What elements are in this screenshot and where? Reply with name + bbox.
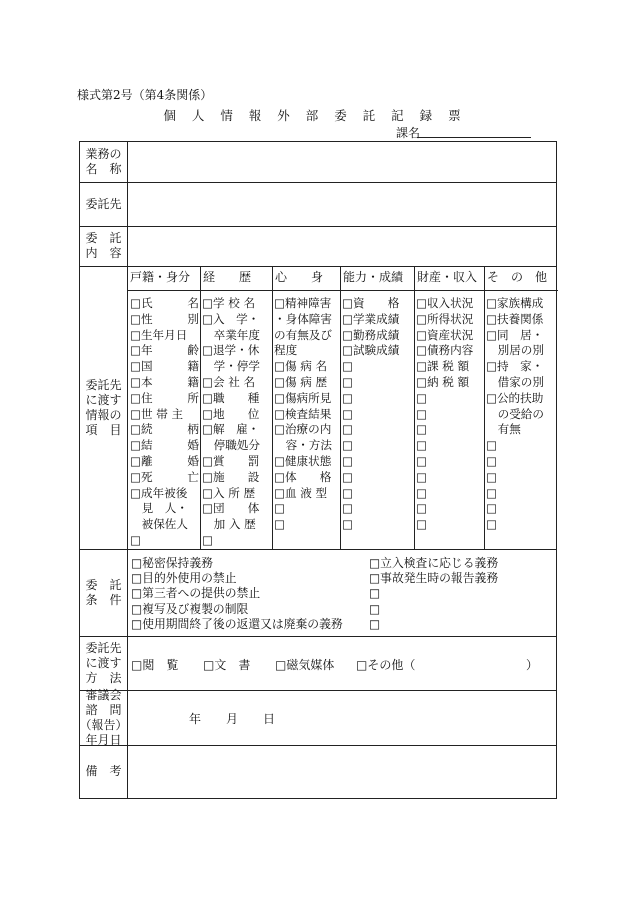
- info-item[interactable]: □本 籍: [130, 374, 199, 389]
- info-item: 卒業年度: [202, 327, 260, 342]
- info-item[interactable]: □: [130, 532, 141, 547]
- remarks-field[interactable]: [128, 746, 558, 798]
- info-item[interactable]: □債務内容: [416, 343, 474, 358]
- info-item[interactable]: □同 居・: [486, 327, 544, 342]
- info-item[interactable]: □: [486, 501, 497, 516]
- info-item[interactable]: □: [342, 359, 353, 374]
- info-items-label: 委託先 に渡す 情報の 項 目: [85, 377, 122, 437]
- info-item[interactable]: □治療の内: [274, 422, 332, 437]
- contract-content-field[interactable]: [128, 227, 558, 266]
- date-year-label: 年: [189, 712, 202, 726]
- info-item[interactable]: □: [274, 501, 285, 516]
- info-item[interactable]: □: [416, 469, 427, 484]
- info-item: の有無及び: [274, 327, 332, 342]
- column-header-health: 心 身: [275, 270, 324, 284]
- info-item: 容・方法: [274, 438, 332, 453]
- info-item[interactable]: □離 婚: [130, 453, 199, 468]
- ability-items-list: [342, 296, 399, 533]
- info-item[interactable]: □団 体: [202, 501, 260, 516]
- column-header-family: 戸籍・身分: [130, 270, 191, 284]
- info-item[interactable]: □退学・休: [202, 343, 260, 358]
- info-item[interactable]: □扶養関係: [486, 311, 544, 326]
- info-item[interactable]: □施 設: [202, 469, 260, 484]
- info-item[interactable]: □氏 名: [130, 296, 199, 310]
- info-item[interactable]: □健康状態: [274, 453, 332, 468]
- info-item[interactable]: □続 柄: [130, 422, 199, 437]
- info-item[interactable]: □: [342, 469, 353, 484]
- condition-item[interactable]: □複写及び複製の制限: [131, 601, 249, 616]
- row-divider: [80, 636, 556, 637]
- info-item[interactable]: □血 液 型: [274, 485, 328, 500]
- assets-items-list: [416, 296, 473, 533]
- row-divider: [80, 690, 556, 691]
- info-item[interactable]: □賞 罰: [202, 453, 260, 468]
- condition-item[interactable]: □使用期間終了後の返還又は廃棄の義務: [131, 616, 343, 631]
- contractor-field[interactable]: [128, 183, 558, 226]
- info-item[interactable]: □傷病所見: [274, 390, 332, 405]
- info-item[interactable]: □: [416, 501, 427, 516]
- condition-item[interactable]: □: [369, 616, 381, 631]
- info-item: 別居の別: [486, 343, 544, 358]
- info-item[interactable]: □: [342, 485, 353, 500]
- info-item[interactable]: □傷 病 歴: [274, 374, 328, 389]
- info-item[interactable]: □: [486, 485, 497, 500]
- method-view-checkbox[interactable]: □閲 覧: [131, 658, 179, 672]
- info-item[interactable]: □地 位: [202, 406, 260, 421]
- info-item[interactable]: □傷 病 名: [274, 359, 328, 374]
- date-day-label: 日: [263, 712, 276, 726]
- health-items-list: [274, 296, 332, 533]
- info-item: の受給の: [486, 406, 544, 421]
- info-item[interactable]: □資 格: [342, 296, 400, 310]
- info-item[interactable]: □収入状況: [416, 296, 474, 310]
- info-item[interactable]: □解 雇・: [202, 422, 260, 437]
- info-item[interactable]: □結 婚: [130, 438, 199, 453]
- info-item: 程度: [274, 343, 298, 358]
- contract-content-label: 委 託 内 容: [85, 231, 122, 260]
- info-item[interactable]: □: [342, 501, 353, 516]
- info-item[interactable]: □: [274, 517, 285, 532]
- info-item[interactable]: □: [342, 453, 353, 468]
- info-item: 見 人・: [130, 501, 188, 516]
- info-item[interactable]: □試験成績: [342, 343, 400, 358]
- method-other-close-paren: ）: [526, 658, 539, 672]
- info-item[interactable]: □課 税 額: [416, 359, 470, 374]
- condition-item[interactable]: □事故発生時の報告義務: [369, 571, 499, 586]
- council-date-label: 審議会 諮 問 （報告） 年月日: [79, 687, 128, 747]
- info-item[interactable]: □検査結果: [274, 406, 332, 421]
- method-magnetic-media-checkbox[interactable]: □磁気媒体: [275, 658, 335, 672]
- info-item[interactable]: □入 学・: [202, 311, 260, 326]
- date-month-label: 月: [226, 712, 239, 726]
- info-item: 停職処分: [202, 438, 260, 453]
- method-document-checkbox[interactable]: □文 書: [203, 658, 251, 672]
- info-item[interactable]: □体 格: [274, 469, 332, 484]
- column-divider: [340, 266, 341, 549]
- info-item[interactable]: □: [416, 485, 427, 500]
- info-item[interactable]: □公的扶助: [486, 390, 544, 405]
- info-item[interactable]: □学業成績: [342, 311, 400, 326]
- info-item[interactable]: □: [202, 532, 213, 547]
- record-table: [79, 141, 557, 799]
- column-header-assets: 財産・収入: [417, 270, 478, 284]
- info-item[interactable]: □所得状況: [416, 311, 474, 326]
- career-items-list: [202, 296, 260, 549]
- business-name-label: 業務の 名 称: [85, 147, 122, 176]
- contractor-label: 委託先: [85, 196, 122, 211]
- info-item[interactable]: □入 所 歴: [202, 485, 256, 500]
- department-name-label: 課名: [396, 126, 421, 140]
- info-item: ・身体障害: [274, 311, 332, 326]
- info-item: 被保佐人: [130, 517, 188, 532]
- info-item[interactable]: □家族構成: [486, 296, 544, 310]
- info-item[interactable]: □性 別: [130, 311, 199, 326]
- conditions-left-list: [131, 556, 343, 632]
- contract-conditions-label: 委 託 条 件: [85, 577, 122, 607]
- info-item: 学・停学: [202, 359, 260, 374]
- form-number: 様式第2号（第4条関係）: [77, 88, 213, 102]
- info-item[interactable]: □: [486, 517, 497, 532]
- condition-item[interactable]: □第三者への提供の禁止: [131, 586, 261, 601]
- info-item[interactable]: □生年月日: [130, 327, 188, 342]
- info-item: 加 入 歴: [202, 517, 256, 532]
- info-item[interactable]: □: [486, 469, 497, 484]
- column-divider: [272, 266, 273, 549]
- info-item: 有無: [486, 422, 521, 437]
- column-header-career: 経 歴: [203, 270, 252, 284]
- info-item[interactable]: □: [342, 438, 353, 453]
- info-item[interactable]: □勤務成績: [342, 327, 400, 342]
- info-item[interactable]: □持 家・: [486, 359, 544, 374]
- info-item[interactable]: □: [416, 438, 427, 453]
- remarks-label: 備 考: [85, 764, 122, 778]
- info-item[interactable]: □国 籍: [130, 359, 199, 374]
- info-item[interactable]: □会 社 名: [202, 374, 256, 389]
- method-other-checkbox[interactable]: □その他（: [356, 658, 416, 672]
- column-divider: [414, 266, 415, 549]
- info-item[interactable]: □資産状況: [416, 327, 474, 342]
- info-item[interactable]: □成年被後: [130, 485, 188, 500]
- column-divider: [484, 266, 485, 549]
- column-header-divider: [127, 290, 558, 291]
- info-item[interactable]: □納 税 額: [416, 374, 470, 389]
- condition-item[interactable]: □立入検査に応じる義務: [369, 556, 499, 570]
- info-item[interactable]: □: [342, 422, 353, 437]
- info-item[interactable]: □: [486, 438, 497, 453]
- info-item[interactable]: □: [416, 422, 427, 437]
- condition-item[interactable]: □: [369, 586, 381, 601]
- column-header-other: そ の 他: [487, 270, 548, 284]
- info-item[interactable]: □死 亡: [130, 469, 199, 484]
- family-items-list: [130, 296, 199, 549]
- condition-item[interactable]: □目的外使用の禁止: [131, 571, 237, 586]
- document-title: 個 人 情 報 外 部 委 託 記 録 票: [163, 108, 467, 123]
- info-item[interactable]: □精神障害: [274, 296, 332, 310]
- info-item[interactable]: □: [486, 453, 497, 468]
- info-item[interactable]: □住 所: [130, 390, 199, 405]
- row-divider: [80, 549, 556, 550]
- other-items-list: [486, 296, 544, 533]
- delivery-method-label: 委託先 に渡す 方 法: [85, 640, 122, 685]
- column-divider: [200, 266, 201, 549]
- conditions-right-list: [369, 556, 498, 632]
- info-item[interactable]: □世 帯 主: [130, 406, 184, 421]
- info-item[interactable]: □: [416, 453, 427, 468]
- department-name-field[interactable]: [417, 137, 531, 138]
- info-item[interactable]: □: [342, 406, 353, 421]
- info-item[interactable]: □: [342, 517, 353, 532]
- condition-item[interactable]: □秘密保持義務: [131, 556, 213, 570]
- info-item[interactable]: □職 種: [202, 390, 260, 405]
- column-header-ability: 能力・成績: [343, 270, 404, 284]
- info-item[interactable]: □年 齢: [130, 343, 199, 358]
- info-item[interactable]: □: [416, 390, 427, 405]
- info-item[interactable]: □: [342, 390, 353, 405]
- business-name-field[interactable]: [128, 142, 558, 182]
- info-item[interactable]: □: [416, 517, 427, 532]
- info-item[interactable]: □: [416, 406, 427, 421]
- info-item: 借家の別: [486, 374, 544, 389]
- info-item[interactable]: □: [342, 374, 353, 389]
- info-item[interactable]: □学 校 名: [202, 296, 256, 310]
- condition-item[interactable]: □: [369, 601, 381, 616]
